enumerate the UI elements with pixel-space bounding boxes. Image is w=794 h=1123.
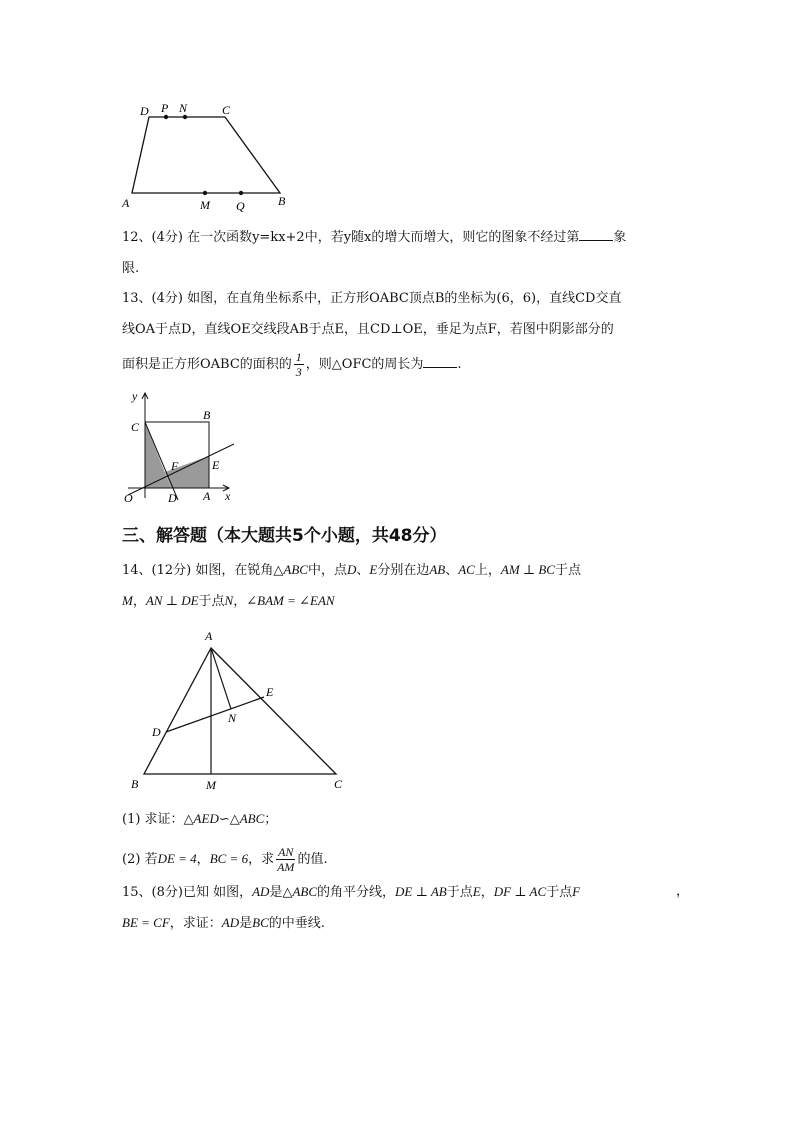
q14-side-ac: AC: [458, 562, 475, 577]
label-Q: Q: [236, 199, 245, 213]
q13-line1: [122, 289, 622, 309]
q14-sep2: 、: [445, 563, 459, 578]
q14-de-4: DE = 4: [157, 851, 197, 866]
q14-sep3: ，: [132, 594, 146, 609]
label-y: y: [132, 389, 138, 403]
q15-bc: BC: [252, 915, 269, 930]
q12-line2: [122, 259, 139, 279]
q12-text-a: 12、(4分) 在一次函数y=kx+2中，若y随x的增大而增大，则它的图象不经过第: [122, 230, 580, 245]
q15-point-f: F: [572, 884, 581, 899]
q15-ad-2: AD: [221, 915, 240, 930]
q12-text-c: 限.: [122, 261, 140, 276]
triangle-ABC: [144, 648, 336, 774]
label-M: M: [206, 778, 216, 792]
q13-text-3b: ，则△OFC的周长为: [305, 357, 424, 372]
q14-text-2b: 于点: [198, 594, 225, 609]
q14-sep5: ，: [196, 852, 210, 867]
q14-frac-den: AM: [277, 860, 295, 874]
q14-part2-mid: ，求: [248, 852, 275, 867]
q12-text-b: 象: [613, 230, 627, 245]
q14-part1: [122, 809, 277, 830]
point-P: [164, 115, 168, 119]
q13-text-3c: .: [457, 357, 462, 372]
q14-triangle: △ABC: [273, 562, 308, 577]
q14-bc-6: BC = 6: [209, 851, 249, 866]
q14-text-1c: 分别在边: [377, 563, 430, 578]
label-A: A: [203, 489, 211, 503]
label-O: O: [124, 491, 133, 505]
label-F: F: [171, 459, 179, 473]
q14-am-perp-bc: AM ⊥ BC: [500, 562, 555, 577]
q15-line1: [122, 882, 580, 903]
square-figure: [114, 388, 244, 506]
q14-part2: [122, 845, 328, 874]
label-A: A: [122, 196, 130, 210]
label-E: E: [212, 458, 220, 472]
label-M: M: [200, 198, 210, 212]
q15-text-2b: ，求证：: [169, 916, 222, 931]
label-D: D: [140, 104, 149, 118]
q14-text-1e: 于点: [554, 563, 581, 578]
q15-de-perp-ab: DE ⊥ AB: [395, 884, 447, 899]
q14-part2-label: (2) 若: [122, 852, 158, 867]
q13-frac-num: 1: [295, 350, 302, 364]
q14-point-m: M: [122, 593, 133, 608]
label-D: D: [152, 725, 161, 739]
q15-sep2: ，: [676, 884, 690, 899]
q15-text-1c: 的角平分线，: [317, 885, 396, 900]
q13-line2: [122, 320, 614, 340]
q13-text-2: 线OA于点D，直线OE交线段AB于点E，且CD⊥OE，垂足为点F，若图中阴影部分的: [122, 322, 614, 337]
q15-text-1b: 是: [269, 885, 283, 900]
point-Q: [239, 191, 243, 195]
q13-fraction: [294, 350, 304, 379]
q13-blank: [423, 355, 457, 368]
label-C: C: [334, 777, 343, 791]
q13-frac-den: 3: [295, 365, 302, 379]
q14-frac-num: AN: [278, 845, 294, 859]
label-D: D: [168, 491, 177, 505]
q14-text-1d: 上，: [474, 563, 501, 578]
label-C: C: [222, 103, 231, 117]
q15-triangle: △ABC: [282, 884, 318, 899]
label-P: P: [161, 101, 169, 115]
q15-point-e: E: [472, 884, 481, 899]
label-N: N: [228, 711, 237, 725]
q14-side-ab: AB: [429, 562, 446, 577]
trapezoid-shape: [132, 117, 280, 193]
q15-text-2c: 是: [239, 916, 253, 931]
q15-ad: AD: [252, 884, 270, 899]
q15-text-2d: 的中垂线.: [268, 916, 325, 931]
label-B: B: [203, 408, 211, 422]
q14-line2: [122, 591, 335, 612]
section-3-heading: 三、解答题（本大题共5个小题，共48分）: [122, 526, 447, 546]
q15-text-1a: 15、(8分)已知 如图，: [122, 885, 253, 900]
label-N: N: [179, 101, 188, 115]
q14-text-1b: 中，点: [307, 563, 347, 578]
q15-text-1d: 于点: [446, 885, 473, 900]
label-B: B: [278, 194, 286, 208]
q14-part1-end: ；: [264, 812, 278, 827]
q14-text-1a: 14、(12分) 如图，在锐角: [122, 563, 274, 578]
q15-df-perp-ac: DF ⊥ AC: [493, 884, 547, 899]
triangle-figure: [126, 626, 352, 794]
q14-angles: ∠BAM = ∠EAN: [246, 593, 335, 608]
label-x: x: [225, 489, 231, 503]
q14-part1-label: (1) 求证：: [122, 812, 184, 827]
q14-an-perp-de: AN ⊥ DE: [145, 593, 199, 608]
segment-DE: [166, 697, 264, 732]
segment-AN: [211, 648, 231, 709]
q13-line3: [122, 350, 462, 379]
label-C: C: [131, 420, 140, 434]
q14-part1-expr: △AED∽△ABC: [183, 811, 265, 826]
q14-point-n: N: [224, 593, 234, 608]
q15-text-1e: 于点: [546, 885, 573, 900]
q14-point-d: D: [346, 562, 357, 577]
q12-line1: [122, 228, 626, 248]
q14-line1: [122, 560, 581, 581]
trapezoid-figure: [114, 100, 300, 216]
q15-line2: [122, 913, 325, 934]
q14-sep4: ，: [233, 594, 247, 609]
q13-text-1: 13、(4分) 如图，在直角坐标系中，正方形OABC顶点B的坐标为(6，6)，直线CD交直: [122, 291, 622, 306]
q14-point-e: E: [369, 562, 378, 577]
point-M: [203, 191, 207, 195]
label-A: A: [205, 629, 213, 643]
q12-blank: [579, 228, 613, 241]
label-B: B: [131, 777, 139, 791]
q15-be-cf: BE = CF: [122, 915, 170, 930]
point-N: [183, 115, 187, 119]
label-E: E: [266, 685, 274, 699]
q15-sep1: ，: [480, 885, 494, 900]
q14-sep1: 、: [356, 563, 370, 578]
q14-part2-end: 的值.: [297, 852, 328, 867]
q13-text-3a: 面积是正方形OABC的面积的: [122, 357, 292, 372]
q14-fraction: [276, 845, 295, 874]
